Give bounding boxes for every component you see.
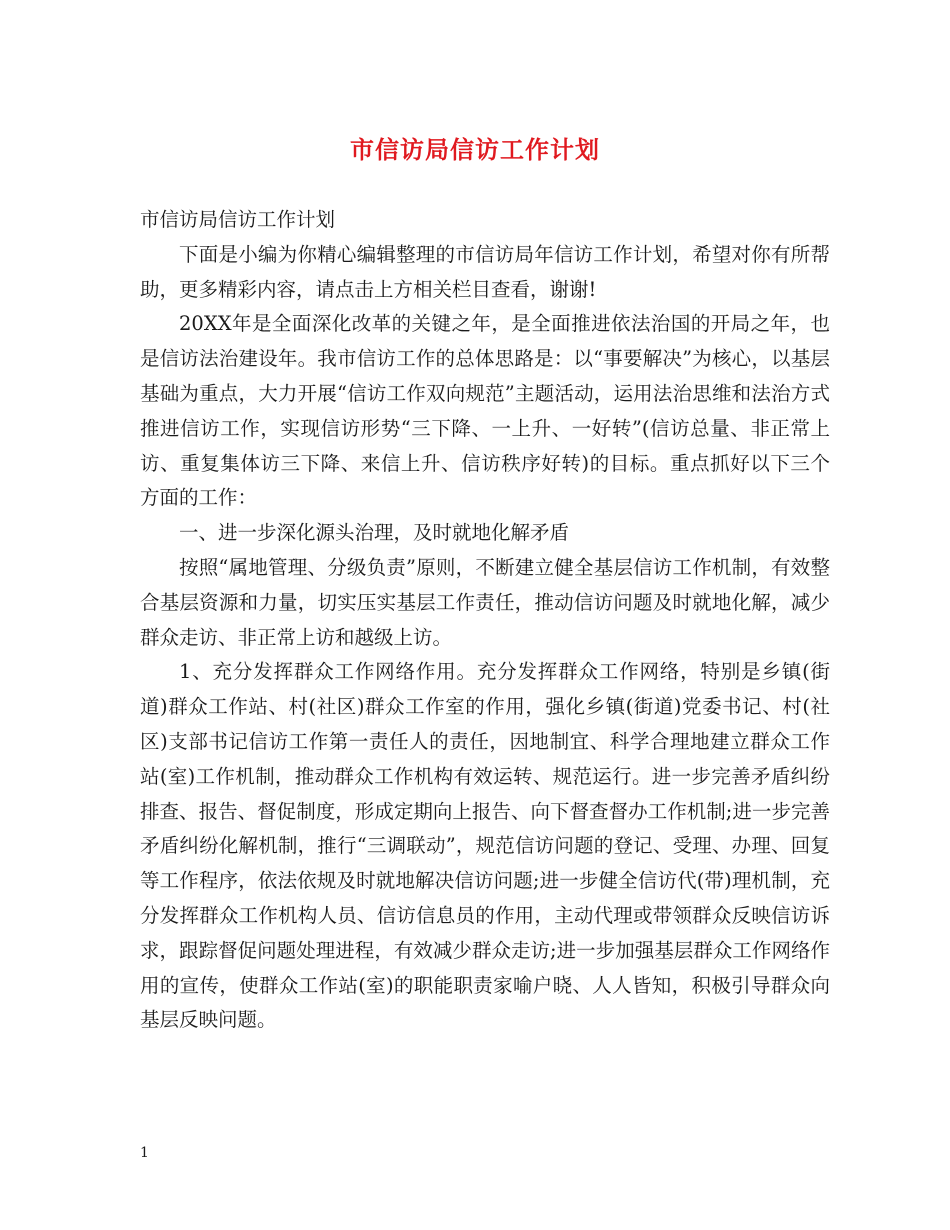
paragraph-section-1: 按照“属地管理、分级负责”原则，不断建立健全基层信访工作机制，有效整合基层资源和力量，切实压实基层工作责任，推动信访问题及时就地化解，减少群众走访、非正常上访和越级上访。 bbox=[140, 555, 830, 649]
paragraph-item-1: 1、充分发挥群众工作网络作用。充分发挥群众工作网络，特别是乡镇(街道)群众工作站、村(社区)群众工作室的作用，强化乡镇(街道)党委书记、村(社区)支部书记信访工作第一责任人的责任，因地制宜、科学合理地建立群众工作站(室)工作机制，推动群众工作机构有效运转、规范运行。进一步完善矛盾纠纷排查、报告、督促制度，形成定期向上报告、向下督查督办工作机制;进一步完善矛盾纠纷化解机制，推行“三调联动”，规范信访问题的登记、受理、办理、回复等工作程序，依法依规及时就地解决信访问题;进一步健全信访代(带)理机制，充分发挥群众工作机构人员、信访信息员的作用，主动代理或带领群众反映信访诉求，跟踪督促问题处理进程，有效减少群众走访;进一步加强基层群众工作网络作用的宣传，使群众工作站(室)的职能职责家喻户晓、人人皆知，积极引导群众向基层反映问题。 bbox=[140, 660, 830, 1032]
paragraph-intro: 下面是小编为你精心编辑整理的市信访局年信访工作计划，希望对你有所帮助，更多精彩内容，请点击上方相关栏目查看，谢谢! bbox=[140, 242, 830, 301]
page-number: 1 bbox=[140, 1145, 149, 1161]
paragraph-overview: 20XX年是全面深化改革的关键之年，是全面推进依法治国的开局之年，也是信访法治建设年。我市信访工作的总体思路是：以“事要解决”为核心，以基层基础为重点，大力开展“信访工作双向规范”主题活动，运用法治思维和法治方式推进信访工作，实现信访形势“三下降、一上升、一好转”(信访总量、非正常上访、重复集体访三下降、来信上升、信访秩序好转)的目标。重点抓好以下三个方面的工作： bbox=[140, 312, 830, 510]
paragraph-heading: 市信访局信访工作计划 bbox=[140, 208, 336, 231]
section-heading-1: 一、进一步深化源头治理，及时就地化解矛盾 bbox=[179, 521, 570, 545]
document-title: 市信访局信访工作计划 bbox=[350, 135, 600, 164]
document-body bbox=[140, 203, 830, 1038]
